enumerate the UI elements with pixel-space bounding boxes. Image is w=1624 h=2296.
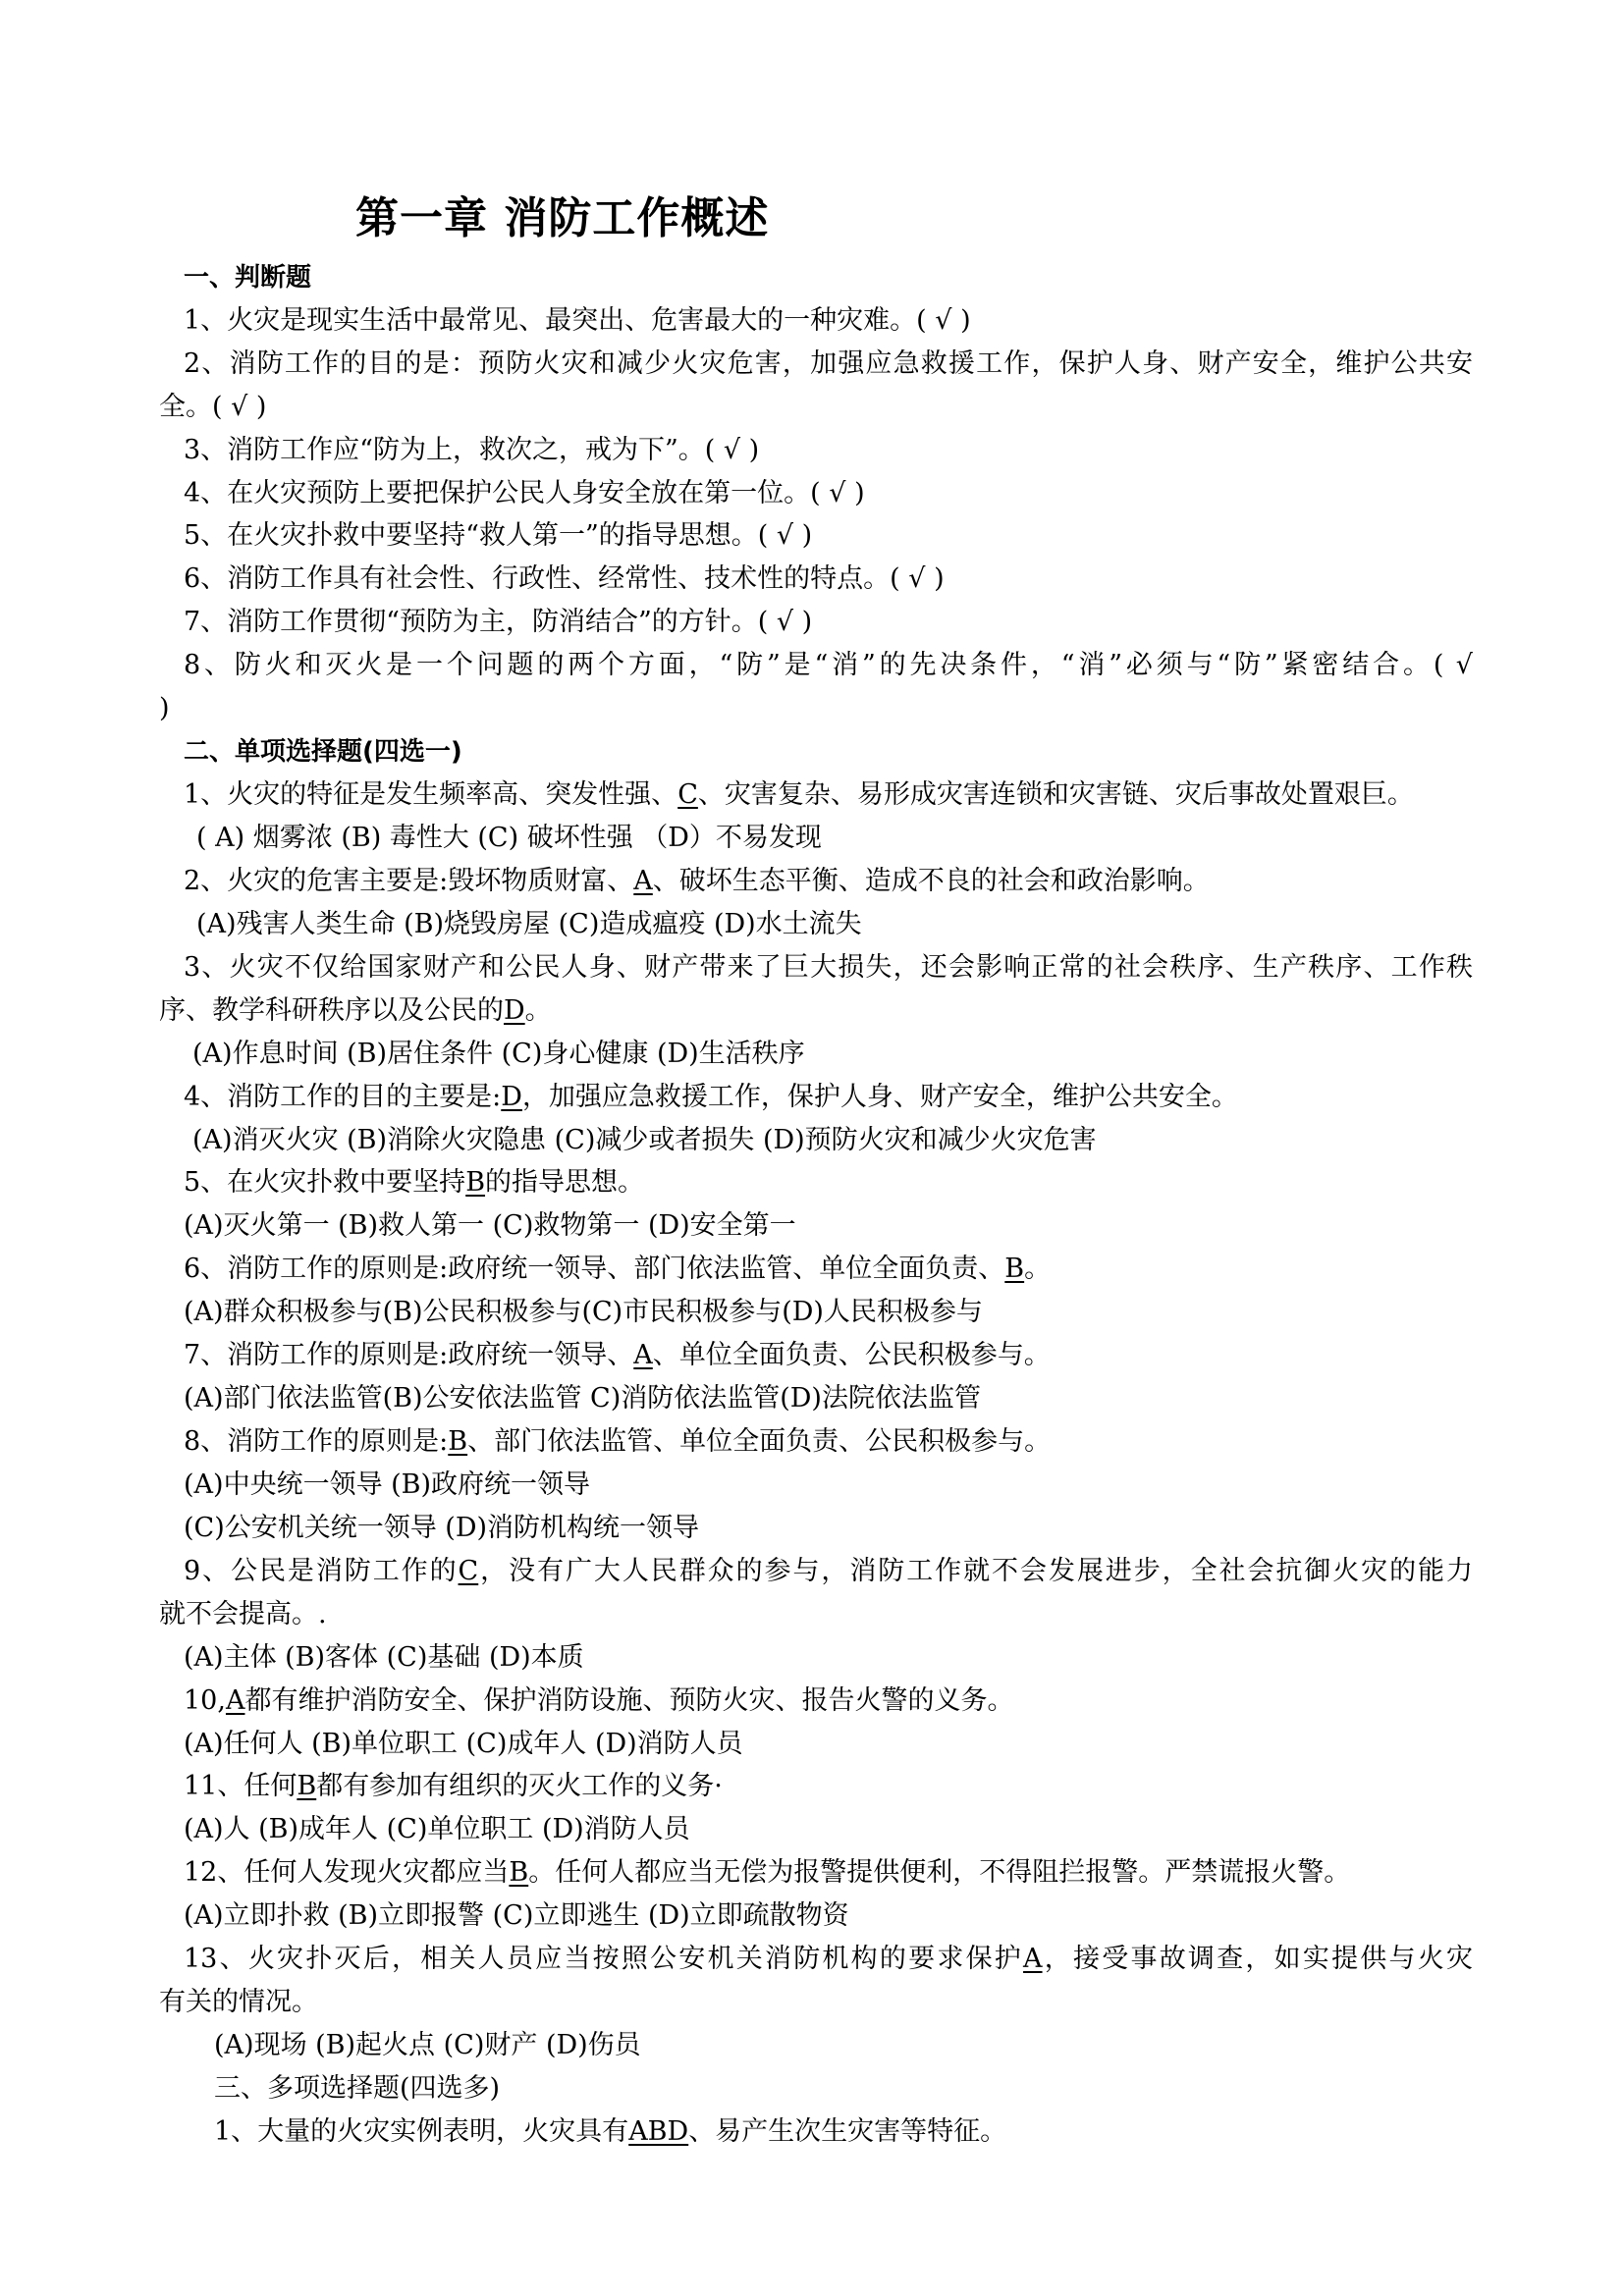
choice-q9-options: (A)主体 (B)客体 (C)基础 (D)本质: [184, 1642, 584, 1673]
question-text: 都有维护消防安全、保护消防设施、预防火灾、报告火警的义务。: [244, 1685, 1014, 1716]
choice-q5-options: (A)灭火第一 (B)救人第一 (C)救物第一 (D)安全第一: [184, 1210, 796, 1241]
choice-q9-line2: 就不会提高。.: [159, 1599, 327, 1629]
choice-q4: [184, 1076, 1473, 1119]
choice-q8-options-1: (A)中央统一领导 (B)政府统一领导: [184, 1469, 591, 1500]
answer-blank: A: [225, 1685, 245, 1716]
choice-q13-options: (A)现场 (B)起火点 (C)财产 (D)伤员: [214, 2030, 641, 2060]
answer-blank: A: [1023, 1944, 1043, 1974]
question-text: 12、任何人发现火灾都应当: [184, 1857, 510, 1888]
judgment-q2-line2: 全。( √ ): [159, 392, 267, 422]
choice-q5: [184, 1161, 1473, 1204]
answer-blank: C: [458, 1556, 479, 1586]
section-heading-judgment: 一、判断题: [184, 263, 312, 293]
choice-q8-options-2: (C)公安机关统一领导 (D)消防机构统一领导: [184, 1513, 700, 1543]
answer-blank: B: [297, 1771, 317, 1801]
page-title: 第一章 消防工作概述: [355, 193, 770, 243]
choice-q10: [184, 1680, 1473, 1723]
section-heading-single-choice: 二、单项选择题(四选一): [184, 737, 462, 767]
answer-blank: B: [465, 1167, 486, 1198]
choice-q6-options: (A)群众积极参与(B)公民积极参与(C)市民积极参与(D)人民积极参与: [184, 1297, 983, 1327]
question-text: 8、消防工作的原则是:: [184, 1426, 449, 1457]
question-text: 6、消防工作的原则是:政府统一领导、部门依法监管、单位全面负责、: [184, 1254, 1005, 1284]
choice-q7-options: (A)部门依法监管(B)公安依法监管 C)消防依法监管(D)法院依法监管: [184, 1383, 981, 1414]
question-text: 、破坏生态平衡、造成不良的社会和政治影响。: [652, 866, 1210, 896]
answer-blank: ABD: [628, 2116, 689, 2147]
question-text: ，接受事故调查，如实提供与火灾: [1042, 1944, 1474, 1974]
choice-q7: [184, 1334, 1473, 1377]
question-text: 1、火灾的特征是发生频率高、突发性强、: [184, 779, 678, 810]
question-text: 序、教学科研秩序以及公民的: [159, 995, 504, 1026]
question-text: 。任何人都应当无偿为报警提供便利，不得阻拦报警。严禁谎报火警。: [528, 1857, 1351, 1888]
question-text: 、灾害复杂、易形成灾害连锁和灾害链、灾后事故处置艰巨。: [697, 779, 1414, 810]
question-text: 、易产生次生灾害等特征。: [688, 2116, 1007, 2147]
question-text: 、部门依法监管、单位全面负责、公民积极参与。: [467, 1426, 1052, 1457]
question-text: 13、火灾扑灭后，相关人员应当按照公安机关消防机构的要求保护: [184, 1944, 1024, 1974]
judgment-q8-line2: ): [159, 693, 170, 723]
judgment-q2-line1: 2、消防工作的目的是：预防火灾和减少火灾危害，加强应急救援工作，保护人身、财产安全，维护公共安: [184, 348, 1473, 379]
judgment-q8-line1: 8、防火和灭火是一个问题的两个方面，“防”是“消”的先决条件，“消”必须与“防”紧密结合。( √: [184, 650, 1473, 680]
answer-blank: B: [448, 1426, 468, 1457]
answer-blank: D: [504, 995, 525, 1026]
choice-q12-options: (A)立即扑救 (B)立即报警 (C)立即逃生 (D)立即疏散物资: [184, 1900, 849, 1931]
judgment-q3: 3、消防工作应“防为上，救次之，戒为下”。( √ ): [184, 435, 760, 465]
judgment-q4: 4、在火灾预防上要把保护公民人身安全放在第一位。( √ ): [184, 478, 865, 508]
answer-blank: D: [501, 1082, 522, 1112]
choice-q11: [184, 1765, 1473, 1808]
question-text: 。: [524, 995, 552, 1026]
answer-blank: B: [509, 1857, 529, 1888]
multi-q1: [214, 2110, 1473, 2154]
answer-blank: A: [633, 866, 653, 896]
choice-q2: [184, 860, 1473, 903]
question-text: 4、消防工作的目的主要是:: [184, 1082, 502, 1112]
question-text: 。: [1024, 1254, 1052, 1284]
judgment-q7: 7、消防工作贯彻“预防为主，防消结合”的方针。( √ ): [184, 607, 813, 637]
choice-q4-options: (A)消灭火灾 (B)消除火灾隐患 (C)减少或者损失 (D)预防火灾和减少火灾危害: [192, 1125, 1097, 1155]
question-text: 10,: [184, 1685, 226, 1716]
choice-q2-options: (A)残害人类生命 (B)烧毁房屋 (C)造成瘟疫 (D)水土流失: [196, 909, 862, 939]
question-text: ，没有广大人民群众的参与，消防工作就不会发展进步，全社会抗御火灾的能力: [478, 1556, 1473, 1586]
choice-q3-line1: 3、火灾不仅给国家财产和公民人身、财产带来了巨大损失，还会影响正常的社会秩序、生产秩序、工作秩: [184, 952, 1473, 983]
choice-q1: [184, 774, 1473, 817]
question-text: 9、公民是消防工作的: [184, 1556, 459, 1586]
question-text: 、单位全面负责、公民积极参与。: [652, 1340, 1051, 1370]
question-text: 2、火灾的危害主要是:毁坏物质财富、: [184, 866, 634, 896]
question-text: 11、任何: [184, 1771, 298, 1801]
answer-blank: A: [633, 1340, 653, 1370]
question-text: 的指导思想。: [485, 1167, 645, 1198]
judgment-q5: 5、在火灾扑救中要坚持“救人第一”的指导思想。( √ ): [184, 520, 813, 551]
question-text: 5、在火灾扑救中要坚持: [184, 1167, 466, 1198]
section-heading-multi-choice: 三、多项选择题(四选多): [214, 2073, 501, 2104]
question-text: 都有参加有组织的灭火工作的义务·: [316, 1771, 723, 1801]
choice-q8: [184, 1420, 1473, 1464]
question-text: 7、消防工作的原则是:政府统一领导、: [184, 1340, 634, 1370]
choice-q9-line1: [184, 1550, 1473, 1593]
choice-q10-options: (A)任何人 (B)单位职工 (C)成年人 (D)消防人员: [184, 1729, 743, 1759]
choice-q3-options: (A)作息时间 (B)居住条件 (C)身心健康 (D)生活秩序: [192, 1039, 805, 1069]
choice-q3-line2: [159, 989, 1473, 1033]
question-text: 1、大量的火灾实例表明，火灾具有: [214, 2116, 629, 2147]
question-text: ，加强应急救援工作，保护人身、财产安全，维护公共安全。: [521, 1082, 1238, 1112]
choice-q1-options: ( A) 烟雾浓 (B) 毒性大 (C) 破坏性强 （D）不易发现: [196, 823, 822, 853]
choice-q13-line2: 有关的情况。: [159, 1987, 318, 2017]
answer-blank: C: [677, 779, 698, 810]
choice-q13-line1: [184, 1938, 1473, 1981]
choice-q11-options: (A)人 (B)成年人 (C)单位职工 (D)消防人员: [184, 1814, 690, 1844]
judgment-q6: 6、消防工作具有社会性、行政性、经常性、技术性的特点。( √ ): [184, 563, 945, 594]
choice-q12: [184, 1851, 1473, 1895]
answer-blank: B: [1004, 1254, 1025, 1284]
judgment-q1: 1、火灾是现实生活中最常见、最突出、危害最大的一种灾难。( √ ): [184, 305, 971, 336]
choice-q6: [184, 1248, 1473, 1291]
